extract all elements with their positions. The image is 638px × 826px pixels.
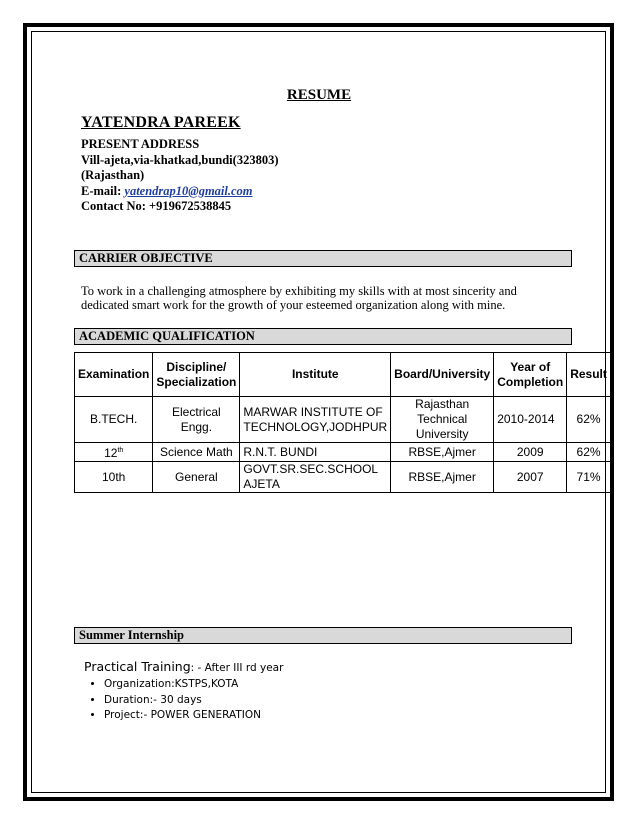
list-item: • Duration:- 30 days (104, 693, 283, 709)
cell-discipline: General (153, 462, 240, 493)
list-item: • Organization:KSTPS,KOTA (104, 677, 283, 693)
exam-text: 12 (104, 446, 118, 460)
section-heading-objective: CARRIER OBJECTIVE (74, 250, 572, 267)
address-line-1: Vill-ajeta,via-khatkad,bundi(323803) (81, 152, 279, 167)
training-block (84, 659, 283, 724)
cell-exam: 10th (75, 462, 153, 493)
table-row (75, 397, 611, 443)
section-heading-academic: ACADEMIC QUALIFICATION (74, 328, 572, 345)
cell-institute: MARWAR INSTITUTE OF TECHNOLOGY,JODHPUR (240, 397, 391, 443)
email-label: E-mail: (81, 183, 122, 198)
cell-result: 71% (567, 462, 611, 493)
training-list (84, 677, 283, 724)
objective-text: To work in a challenging atmosphere by exhibiting my skills with at most sincerity and dedicated smart work for the growth of your esteemed organization along with mine. (81, 284, 517, 312)
cell-board: RBSE,Ajmer (391, 443, 494, 462)
cell-year: 2010-2014 (494, 397, 567, 443)
column-header: Discipline/ Specialization (153, 353, 240, 397)
cell-discipline: Science Math (153, 443, 240, 462)
column-header: Result (567, 353, 611, 397)
table-header-row (75, 353, 611, 397)
academic-table (74, 352, 611, 493)
document-title: RESUME (286, 87, 352, 103)
cell-exam (75, 443, 153, 462)
cell-institute: GOVT.SR.SEC.SCHOOL AJETA (240, 462, 391, 493)
cell-result: 62% (567, 443, 611, 462)
cell-year: 2007 (494, 462, 567, 493)
email-link[interactable]: yatendrap10@gmail.com (124, 183, 253, 198)
address-heading: PRESENT ADDRESS (81, 137, 200, 151)
column-header: Examination (75, 353, 153, 397)
candidate-name: YATENDRA PAREEK (81, 114, 241, 131)
column-header: Institute (240, 353, 391, 397)
list-item: • Project:- POWER GENERATION (104, 708, 283, 724)
address-line-2: (Rajasthan) (81, 168, 145, 182)
table-row (75, 443, 611, 462)
table-row (75, 462, 611, 493)
column-header: Year of Completion (494, 353, 567, 397)
cell-board: RBSE,Ajmer (391, 462, 494, 493)
phone-number: Contact No: +919672538845 (81, 199, 232, 213)
training-title: Practical Training (84, 659, 191, 674)
training-suffix: : - After III rd year (190, 662, 284, 674)
contact-block (81, 137, 278, 215)
email-row (81, 184, 278, 200)
exam-superscript: th (117, 447, 124, 454)
section-heading-internship: Summer Internship (74, 627, 572, 644)
cell-board: Rajasthan Technical University (391, 397, 494, 443)
column-header: Board/University (391, 353, 494, 397)
cell-exam: B.TECH. (75, 397, 153, 443)
cell-discipline: Electrical Engg. (153, 397, 240, 443)
training-heading (84, 659, 283, 674)
cell-year: 2009 (494, 443, 567, 462)
cell-institute: R.N.T. BUNDI (240, 443, 391, 462)
cell-result: 62% (567, 397, 611, 443)
